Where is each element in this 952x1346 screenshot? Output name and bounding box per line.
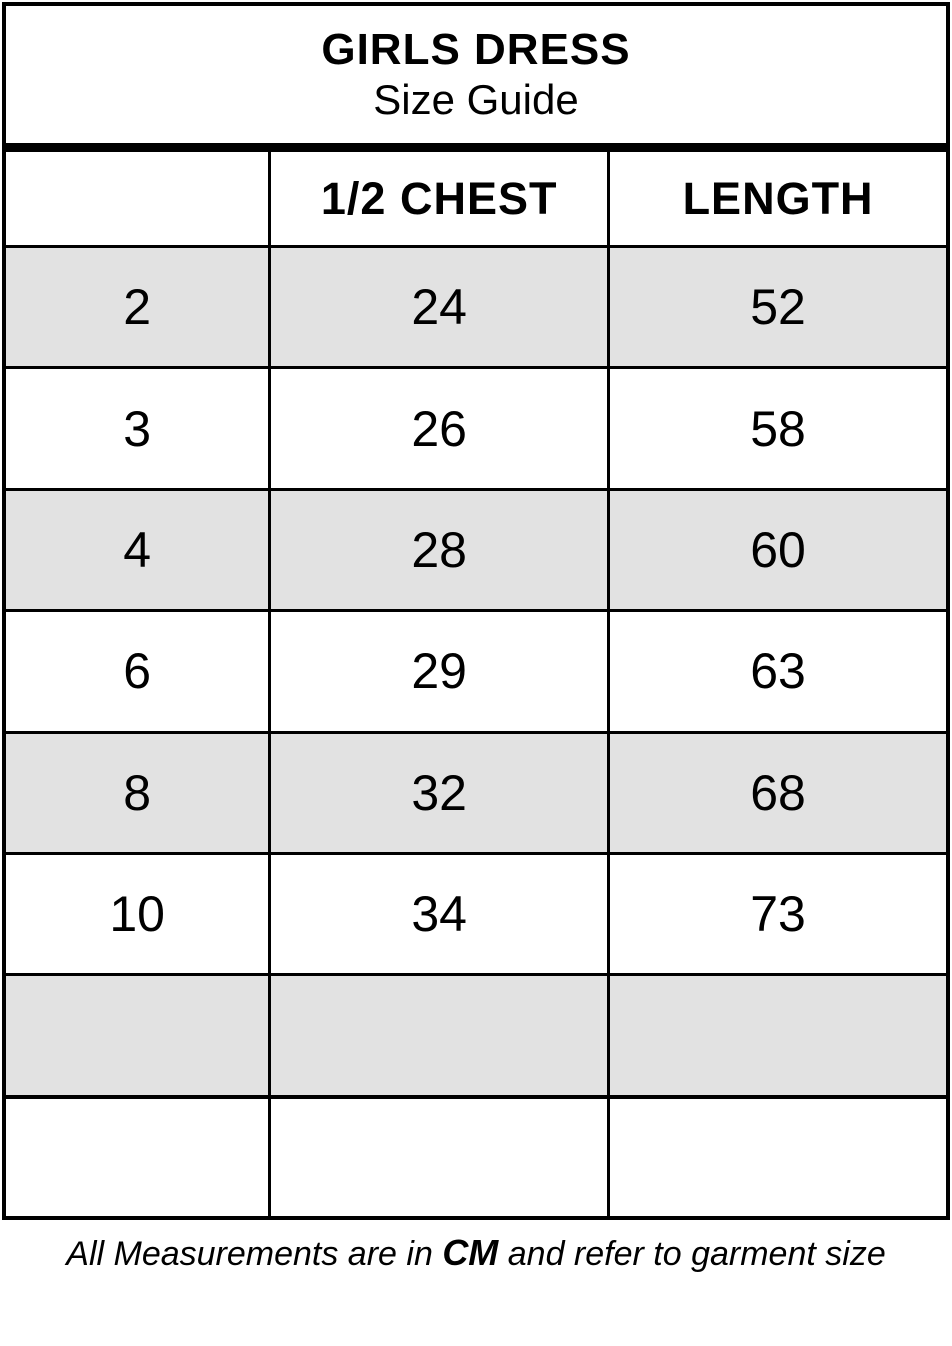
length-cell (610, 1098, 946, 1216)
size-cell: 6 (6, 612, 268, 730)
half-chest-cell: 34 (271, 855, 607, 973)
half-chest-cell: 28 (271, 491, 607, 609)
size-table (6, 152, 946, 1216)
half-chest-cell: 24 (271, 248, 607, 366)
column-header-half-chest: 1/2 CHEST (271, 152, 607, 245)
size-guide-chart (2, 2, 950, 1220)
column-header-size (6, 152, 268, 245)
column-header-length: LENGTH (610, 152, 946, 245)
measurement-note (0, 1232, 952, 1274)
length-cell: 63 (610, 612, 946, 730)
measurement-note-prefix: All Measurements are in (66, 1235, 443, 1273)
length-cell: 60 (610, 491, 946, 609)
chart-header (6, 6, 946, 152)
size-cell (6, 976, 268, 1094)
size-cell: 10 (6, 855, 268, 973)
measurement-note-suffix: and refer to garment size (498, 1235, 886, 1273)
half-chest-cell: 32 (271, 734, 607, 852)
chart-title: GIRLS DRESS (321, 25, 631, 75)
length-cell: 58 (610, 369, 946, 487)
half-chest-cell: 26 (271, 369, 607, 487)
length-cell (610, 976, 946, 1094)
measurement-unit: CM (442, 1232, 499, 1273)
length-cell: 73 (610, 855, 946, 973)
half-chest-cell (271, 976, 607, 1094)
size-cell: 3 (6, 369, 268, 487)
size-cell (6, 1098, 268, 1216)
size-cell: 2 (6, 248, 268, 366)
half-chest-cell (271, 1098, 607, 1216)
size-cell: 8 (6, 734, 268, 852)
size-cell: 4 (6, 491, 268, 609)
chart-subtitle: Size Guide (373, 75, 579, 123)
length-cell: 52 (610, 248, 946, 366)
length-cell: 68 (610, 734, 946, 852)
half-chest-cell: 29 (271, 612, 607, 730)
